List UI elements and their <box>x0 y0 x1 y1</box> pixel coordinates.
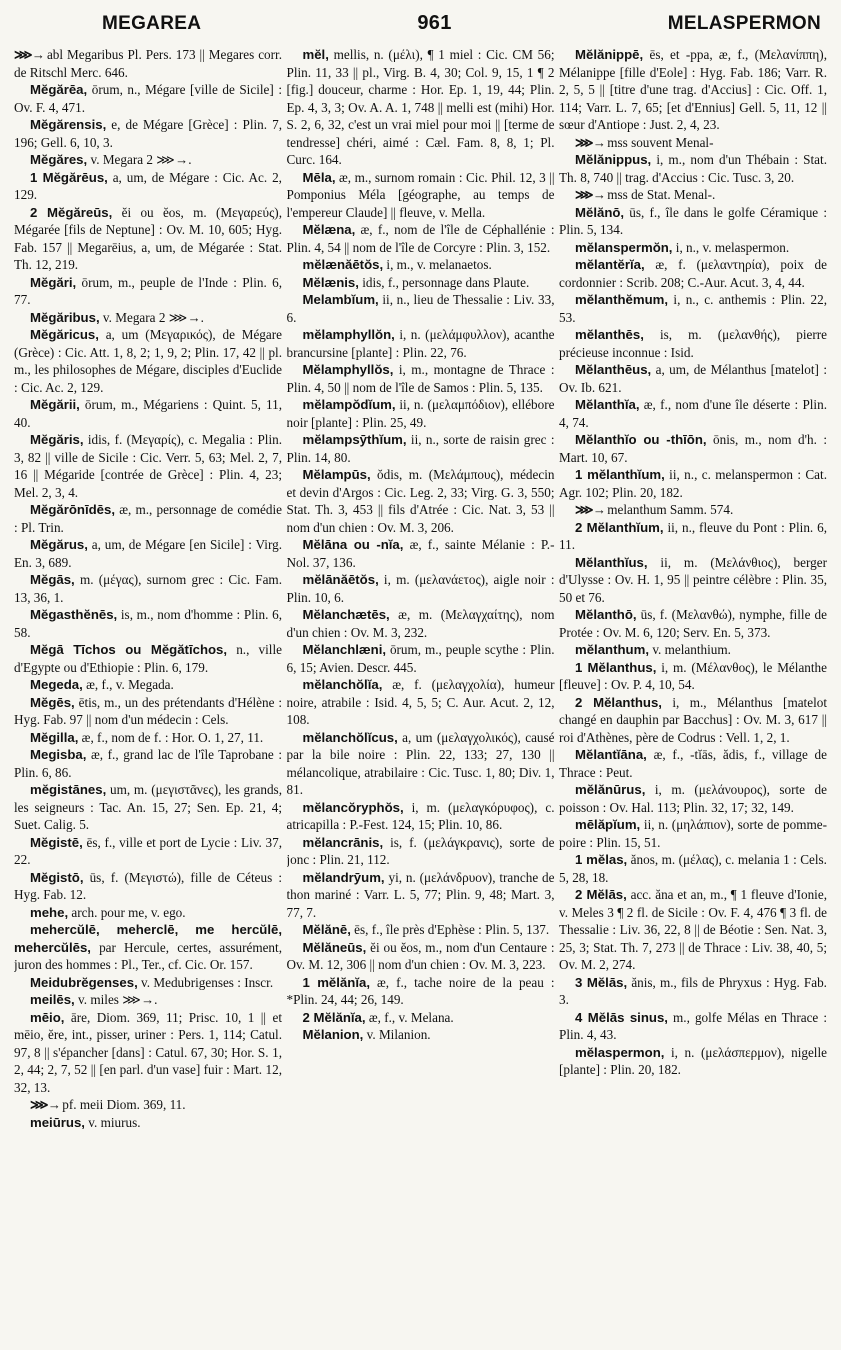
dictionary-entry <box>14 904 282 922</box>
entry-headword: Mĕgărōnīdēs, <box>30 502 116 517</box>
arrow-icon: ⋙→ <box>575 134 608 150</box>
dictionary-entry <box>14 869 282 904</box>
entry-headword: 2 Mĕlanthus, <box>575 694 662 710</box>
dictionary-entry <box>14 676 282 694</box>
entry-definition: æ, f., nom de l'île de Céphallénie : Plin. 4, 54 || nom de l'île de Corcyre : Plin. 3, 152. <box>286 222 555 255</box>
entry-definition: is, m. (μελανθής), pierre précieuse inconnue : Isid. <box>559 327 827 360</box>
entry-headword: 2 Mĕlănĭa, <box>302 1009 366 1025</box>
entry-definition: ănos, m. (μέλας), c. melania 1 : Cels. 5, 28, 18. <box>559 852 827 885</box>
dictionary-entry <box>559 151 827 186</box>
dictionary-entry <box>287 274 555 292</box>
dictionary-entry <box>14 309 282 327</box>
entry-definition: i, n. (μελάμφυλλον), acanthe brancursine [plante] : Plin. 22, 76. <box>286 327 555 360</box>
dictionary-entry <box>287 46 555 169</box>
dictionary-entry <box>14 151 282 169</box>
entry-definition: ii, n., c. melanspermon : Cat. Agr. 102; Plin. 20, 182. <box>559 467 827 500</box>
entry-definition: mellis, n. (μέλι), ¶ 1 miel : Cic. CM 56; Plin. 11, 33 || pl., Virg. B. 4, 30; Col. 9, 15, 1 ¶ 2 [fig.] douceur, charme : Hor. Ep. 1, 19, 44; Plin. Ep. 4, 3, 3; Ov. A. A. 1, 748 || melli est (mihi) Hor. S. 2, 6, 32, c'est un vrai miel pour moi || [terme de tendresse] chéri, aimé : Cæl. Fam. 8, 8, 1; Pl. Curc. 164. <box>286 47 555 167</box>
entry-headword: Mĕlanthĭus, <box>575 554 648 570</box>
dictionary-entry <box>14 1096 282 1114</box>
entry-definition: ōrum, m., peuple de l'Inde : Plin. 6, 77. <box>14 274 282 307</box>
dictionary-entry <box>14 641 282 676</box>
entry-headword: Mĕlanthō, <box>575 607 637 622</box>
dictionary-entry <box>287 799 555 834</box>
entry-headword: Mĕlamphyllŏs, <box>302 362 394 377</box>
entry-headword: mĕlænăētŏs, <box>302 257 384 272</box>
entry-headword: mehercŭlē, meherclē, me hercŭlē, mehercŭlēs, <box>14 922 282 955</box>
dictionary-entry <box>559 431 827 466</box>
dictionary-entry <box>287 256 555 274</box>
dictionary-entry <box>14 396 282 431</box>
entry-headword: Mĕgistō, <box>30 869 84 885</box>
dictionary-entry <box>287 431 555 466</box>
entry-headword: Mĕgărensis, <box>30 117 107 132</box>
entry-headword: 1 mĕlas, <box>575 852 628 867</box>
entry-headword: 1 Mĕlanthus, <box>575 659 657 675</box>
entry-definition: a, um, de Mégare [en Sicile] : Virg. En. 3, 689. <box>14 537 282 570</box>
entry-headword: 2 Mĕlās, <box>575 887 627 902</box>
entry-definition: is, f. (μελάγκρανις), sorte de jonc : Plin. 21, 112. <box>286 834 555 867</box>
entry-headword: Mĕlanthĭa, <box>575 397 640 412</box>
entry-definition: ēs, f., ville et port de Lycie : Liv. 37, 22. <box>14 834 282 867</box>
entry-definition: arch. pour me, v. ego. <box>68 904 186 920</box>
entry-headword: meiūrus, <box>30 1114 85 1130</box>
entry-headword: mehe, <box>30 904 69 920</box>
entry-headword: Mĕgistē, <box>30 834 83 850</box>
entry-headword: Mĕlænis, <box>302 274 359 290</box>
entry-headword: Mĕlampūs, <box>302 467 371 482</box>
entry-headword: mĕlanchŏlĭcus, <box>302 729 398 745</box>
dictionary-entry <box>559 974 827 1009</box>
dictionary-entry <box>14 536 282 571</box>
entry-definition: a, um (μελαγχολικός), causé par la bile noire : Plin. 22, 133; 27, 130 || mélancolique, atrabilaire : Cic. Tusc. 1, 80; Div. 1, 81. <box>286 729 555 797</box>
dictionary-entry <box>287 571 555 606</box>
entry-headword: Mĕgăris, <box>30 432 84 447</box>
entry-definition: i, n., v. melaspermon. <box>672 239 790 255</box>
entry-headword: Megeda, <box>30 677 83 692</box>
entry-definition: i, m., montagne de Thrace : Plin. 4, 50 || nom de l'île de Samos : Plin. 5, 135. <box>286 362 555 395</box>
dictionary-entry <box>14 606 282 641</box>
entry-definition: æ, m. (Μελαγχαίτης), nom d'un chien : Ov. M. 3, 232. <box>286 607 555 640</box>
dictionary-entry <box>287 326 555 361</box>
entry-definition: is, m., nom d'homme : Plin. 6, 58. <box>14 607 282 640</box>
dictionary-entry <box>559 46 827 134</box>
arrow-icon: ⋙→ <box>14 47 47 62</box>
entry-definition: abl Megaribus Pl. Pers. 173 || Megares corr. de Ritschl Merc. 646. <box>14 47 282 80</box>
entry-headword: mĕlaspermon, <box>575 1044 665 1060</box>
dictionary-entry <box>14 729 282 747</box>
entry-definition: i, m. (μελάνουρος), sorte de poisson : Ov. Hal. 113; Plin. 32, 17; 32, 149. <box>559 782 827 815</box>
entry-headword: Mĕgărus, <box>30 537 88 552</box>
entry-headword: 1 Mĕgărēus, <box>30 169 108 185</box>
entry-definition: i, n., c. anthemis : Plin. 22, 53. <box>559 292 827 325</box>
dictionary-entry <box>14 974 282 992</box>
dictionary-entry <box>559 291 827 326</box>
entry-headword: 2 Mĕlanthĭum, <box>575 519 664 535</box>
dictionary-entry <box>559 1009 827 1044</box>
dictionary-entry <box>559 501 827 519</box>
entry-definition: i, m., Mélanthus [matelot changé en dauphin par Bacchus] : Ov. M. 3, 617 || roi d'Athènes, père de Codrus : Vell. 1, 2, 1. <box>559 694 827 745</box>
entry-definition: v. Megara 2 ⋙→. <box>99 309 204 325</box>
entry-definition: i, n. (μελάσπερμον), nigelle [plante] : Plin. 20, 182. <box>559 1044 827 1077</box>
dictionary-entry <box>14 834 282 869</box>
entry-headword: mĕlamphyllŏn, <box>302 327 395 342</box>
arrow-icon: ⋙→ <box>575 187 608 202</box>
entry-headword: Mĕgās, <box>30 572 75 587</box>
entry-definition: ii, n., lieu de Thessalie : Liv. 33, 6. <box>286 292 555 325</box>
arrow-icon: ⋙→ <box>30 1097 63 1112</box>
dictionary-entry <box>559 851 827 886</box>
column-left <box>14 46 282 1346</box>
entry-definition: v. Milanion. <box>363 1027 431 1042</box>
dictionary-entry <box>559 186 827 204</box>
entry-definition: v. melanthium. <box>649 642 731 657</box>
entry-headword: Mĕlāna ou -nĭa, <box>302 537 404 552</box>
dictionary-entry <box>559 326 827 361</box>
entry-headword: Mĕgăricus, <box>30 327 99 342</box>
entry-definition: æ, f., tache noire de la peau : *Plin. 24, 44; 26, 149. <box>286 974 555 1007</box>
dictionary-entry <box>287 729 555 799</box>
entry-definition: æ, f., nom de f. : Hor. O. 1, 27, 11. <box>78 729 264 745</box>
dictionary-entry <box>14 746 282 781</box>
entry-headword: Mĕlantĭāna, <box>575 747 647 762</box>
entry-headword: mĕlantĕrĭa, <box>575 257 645 272</box>
dictionary-entry <box>559 781 827 816</box>
column-right <box>559 46 827 1346</box>
dictionary-entry <box>14 501 282 536</box>
entry-headword: mĕlānăētŏs, <box>302 572 379 587</box>
dictionary-entry <box>287 641 555 676</box>
entry-definition: pf. meii Diom. 369, 11. <box>62 1097 186 1112</box>
entry-definition: ōrum, m., Mégariens : Quint. 5, 11, 40. <box>14 397 282 430</box>
entry-definition: m. (μέγας), surnom grec : Cic. Fam. 13, 36, 1. <box>14 572 282 605</box>
dictionary-entry <box>559 361 827 396</box>
entry-headword: mĕlanspermŏn, <box>575 239 673 255</box>
entry-headword: Mĕlanchætēs, <box>302 607 390 622</box>
dictionary-entry <box>559 256 827 291</box>
entry-definition: ănis, m., fils de Phryxus : Hyg. Fab. 3. <box>559 974 827 1007</box>
dictionary-entry <box>559 659 827 694</box>
entry-definition: acc. ăna et an, m., ¶ 1 fleuve d'Ionie, v. Meles 3 ¶ 2 fl. de Sicile : Ov. F. 4, 476 ¶ 3 fl. de Thessalie : Liv. 36, 22, 8 || de Béotie : Sen. Nat. 3, 25, 3; Stat. Th. 7, 273 || de Thrace : Liv. 38, 40, 5; Ov. M. 2, 274. <box>559 887 827 972</box>
dictionary-entry <box>287 361 555 396</box>
dictionary-entry <box>287 676 555 729</box>
entry-headword: Mĕgasthĕnēs, <box>30 607 118 622</box>
entry-definition: a, um, de Mélanthus [matelot] : Ov. Ib. 621. <box>559 362 827 395</box>
dictionary-entry <box>14 694 282 729</box>
entry-definition: ētis, m., un des prétendants d'Hélène : Hyg. Fab. 97 || nom d'un médecin : Cels. <box>14 694 282 727</box>
entry-definition: ōrum, n., Mégare [ville de Sicile] : Ov. F. 4, 471. <box>14 82 282 115</box>
entry-definition: um, m. (μεγιστᾶνες), les grands, les seigneurs : Tac. An. 15, 27; Sen. Ep. 21, 4; Suet. Calig. 5. <box>14 782 282 832</box>
entry-headword: mĕlanthēs, <box>575 327 644 342</box>
dictionary-entry <box>14 1114 282 1132</box>
entry-definition: ii, n., sorte de raisin grec : Plin. 14, 80. <box>286 432 555 465</box>
dictionary-entry <box>287 1026 555 1044</box>
entry-headword: mĕlanthum, <box>575 642 650 657</box>
arrow-icon: ⋙→ <box>575 502 608 517</box>
dictionary-entry <box>287 396 555 431</box>
entry-definition: ii, m. (Μελάνθιος), berger d'Ulysse : Ov. H. 1, 95 || peintre célèbre : Plin. 35, 50 et 76. <box>559 554 827 605</box>
dictionary-entry <box>559 239 827 257</box>
dictionary-entry <box>14 431 282 501</box>
dictionary-entry <box>14 991 282 1009</box>
page-number: 961 <box>417 12 452 34</box>
dictionary-entry <box>287 1009 555 1027</box>
entry-definition: yi, n. (μελάνδρυον), tranche de thon mariné : Varr. L. 5, 77; Plin. 9, 48; Mart. 3, 77, 7. <box>286 869 555 920</box>
entry-definition: æ, f., nom d'une île déserte : Plin. 4, 74. <box>559 397 827 430</box>
entry-definition: par Hercule, certes, assurément, juron des hommes : Pl., Ter., cf. Cic. Or. 157. <box>14 939 282 972</box>
entry-headword: mēlăpĭum, <box>575 817 641 832</box>
entry-definition: ēs, et -ppa, æ, f., (Μελανίππη), Mélanippe [fille d'Eole] : Hyg. Fab. 186; Varr. R. 2, 5, 5 || [titre d'une trag. d'Accius] : Cic. Off. 1, 114; Varr. L. 7, 65; [et d'Ennius] Gell. 5, 11, 12 || sœur d'Antiope : Just. 2, 4, 23. <box>559 47 827 132</box>
entry-headword: Mĕlănippus, <box>575 152 652 167</box>
entry-definition: i, m., nom d'un Thébain : Stat. Th. 8, 740 || trag. d'Accius : Cic. Tusc. 3, 20. <box>559 152 827 185</box>
dictionary-entry <box>287 974 555 1009</box>
entry-definition: ēs, f., île près d'Ephèse : Plin. 5, 137. <box>350 922 550 937</box>
page-header <box>14 12 827 42</box>
dictionary-entry <box>559 519 827 554</box>
entry-definition: a, um (Μεγαρικός), de Mégare (Grèce) : Cic. Att. 1, 8, 2; 1, 9, 2; Plin. 17, 42 || pl. m., les philosophes de Mégare, disciples d'Euclide : Cic. Ac. 2, 129. <box>14 327 282 395</box>
dictionary-entry <box>287 869 555 922</box>
entry-definition: ūs, f., île dans le golfe Céramique : Plin. 5, 134. <box>559 204 827 237</box>
entry-definition: a, um, de Mégare : Cic. Ac. 2, 129. <box>14 169 282 202</box>
dictionary-entry <box>559 134 827 152</box>
entry-definition: v. Megara 2 ⋙→. <box>87 152 192 167</box>
dictionary-entry <box>559 396 827 431</box>
entry-definition: i, m., v. melanaetos. <box>383 257 492 272</box>
entry-definition: ĕi ou ĕos, m., nom d'un Centaure : Ov. M. 12, 306 || nom d'un chien : Ov. M. 3, 223. <box>286 939 555 972</box>
entry-headword: Megisba, <box>30 747 87 762</box>
entry-headword: meilēs, <box>30 992 75 1007</box>
dictionary-entry <box>559 746 827 781</box>
dictionary-entry <box>559 554 827 607</box>
entry-definition: v. miles ⋙→. <box>74 992 158 1007</box>
entry-definition: æ, f., -tĭās, ădis, f., village de Thrace : Peut. <box>559 747 827 780</box>
entry-definition: æ, f. (μελαγχολία), humeur noire, atrabile : Isid. 4, 5, 5; C. Aur. Acut. 2, 12, 108. <box>286 677 555 727</box>
dictionary-entry <box>287 921 555 939</box>
entry-headword: Mĕlănippē, <box>575 47 644 62</box>
entry-headword: mĕlandrȳum, <box>302 869 385 885</box>
entry-definition: æ, f., sainte Mélanie : P.-Nol. 37, 136. <box>286 537 555 570</box>
entry-headword: mĕlancŏryphŏs, <box>302 799 404 815</box>
dictionary-entry <box>287 536 555 571</box>
entry-headword: Mĕgăres, <box>30 152 88 167</box>
entry-headword: 4 Mĕlās sinus, <box>575 1009 668 1025</box>
entry-definition: ĕi ou ĕos, m. (Μεγαρεύς), Mégarée [fils de Neptune] : Ov. M. 10, 605; Hyg. Fab. 157 || Megarēius, a, um, de Mégarée : Stat. Th. 12, 219. <box>14 204 282 272</box>
dictionary-entry <box>287 291 555 326</box>
entry-definition: n., ville d'Egypte ou d'Ethiopie : Plin. 6, 179. <box>14 642 282 675</box>
entry-definition: ōnis, m., nom d'h. : Mart. 10, 67. <box>559 432 827 465</box>
entry-definition: āre, Diom. 369, 11; Prisc. 10, 1 || et mēio, ĕre, int., pisser, uriner : Pers. 1, 114; Catul. 97, 8 || s'épancher [dans] : Catul. 67, 30; Hor. S. 1, 2, 44; 2, 7, 52 || [en parl. d'un vase] fuir : Mart. 12, 32, 13. <box>14 1009 282 1095</box>
entry-definition: idis, f. (Μεγαρίς), c. Megalia : Plin. 3, 82 || ville de Sicile : Cic. Verr. 5, 63; Mel. 2, 7, 16 || Mégaride [contrée de Grèce] : Plin. 4, 23; Mel. 2, 3, 4. <box>14 432 282 500</box>
entry-definition: v. miurus. <box>84 1114 141 1130</box>
entry-definition: ŏdis, m. (Μελάμπους), médecin et devin d'Argos : Cic. Leg. 2, 33; Virg. G. 3, 550; Stat. Th. 3, 453 || fils d'Atrée : Cic. Nat. 3, 53 || nom d'un chien : Ov. M. 3, 206. <box>286 467 555 535</box>
entry-headword: mĕlampsȳthĭum, <box>302 432 407 447</box>
entry-headword: mĕgistānes, <box>30 782 107 797</box>
entry-definition: i, m. (Μέλανθος), le Mélanthe [fleuve] : Ov. P. 4, 10, 54. <box>559 659 827 692</box>
dictionary-entry <box>559 466 827 501</box>
entry-headword: mĕlampŏdĭum, <box>302 397 396 412</box>
entry-definition: mss de Stat. Menal-. <box>607 187 716 202</box>
columns <box>14 46 827 1346</box>
dictionary-entry <box>287 169 555 222</box>
dictionary-entry <box>14 781 282 834</box>
running-head-right: MELASPERMON <box>667 13 821 34</box>
entry-headword: Mĕlanthĭo ou -thīōn, <box>575 432 707 447</box>
entry-definition: æ, f., v. Melana. <box>365 1009 454 1025</box>
column-middle <box>287 46 555 1346</box>
dictionary-entry <box>559 694 827 747</box>
entry-headword: Mĕlănē, <box>302 922 351 937</box>
entry-headword: Mĕlăneūs, <box>302 939 367 955</box>
entry-definition: ōrum, m., peuple scythe : Plin. 6, 15; Avien. Descr. 445. <box>286 642 555 675</box>
entry-headword: Mĕgării, <box>30 397 80 412</box>
dictionary-entry <box>14 921 282 974</box>
dictionary-entry <box>287 466 555 536</box>
dictionary-entry <box>14 169 282 204</box>
entry-headword: Mēla, <box>302 169 336 185</box>
entry-definition: ūs, f. (Μεγιστώ), fille de Céteus : Hyg. Fab. 12. <box>14 869 282 902</box>
entry-definition: i, m. (μελαγκόρυφος), c. atricapilla : P.-Fest. 124, 15; Plin. 10, 86. <box>286 799 555 832</box>
dictionary-entry <box>14 274 282 309</box>
entry-headword: Mĕlănō, <box>575 204 625 220</box>
entry-headword: 1 mĕlănĭa, <box>302 974 370 990</box>
dictionary-entry <box>287 221 555 256</box>
entry-headword: mĕl, <box>302 47 329 62</box>
dictionary-entry <box>287 939 555 974</box>
entry-headword: mēio, <box>30 1009 65 1025</box>
dictionary-entry <box>14 326 282 396</box>
dictionary-entry <box>559 606 827 641</box>
dictionary-entry <box>14 204 282 274</box>
entry-definition: ii, n. (μελαμπόδιον), ellébore noir [plante] : Plin. 25, 49. <box>286 397 555 430</box>
dictionary-entry <box>287 834 555 869</box>
dictionary-entry <box>14 116 282 151</box>
entry-headword: Mĕlæna, <box>302 222 356 237</box>
entry-headword: Meidubrĕgenses, <box>30 974 138 990</box>
entry-definition: ii, n., fleuve du Pont : Plin. 6, 11. <box>559 519 827 552</box>
entry-headword: Mĕlanthēus, <box>575 362 652 377</box>
entry-definition: m., golfe Mélas en Thrace : Plin. 4, 43. <box>559 1009 827 1042</box>
entry-headword: Mĕgēs, <box>30 694 75 710</box>
dictionary-entry <box>559 1044 827 1079</box>
entry-definition: æ, f., v. Megada. <box>82 677 174 692</box>
entry-headword: 3 Mĕlās, <box>575 974 628 990</box>
entry-headword: Mĕgărēa, <box>30 82 88 97</box>
dictionary-entry <box>559 641 827 659</box>
entry-headword: Melambĭum, <box>302 292 379 307</box>
entry-definition: idis, f., personnage dans Plaute. <box>358 274 530 290</box>
entry-headword: 1 mĕlanthĭum, <box>575 467 665 482</box>
entry-definition: mss souvent Menal- <box>607 134 714 150</box>
entry-headword: Mĕgăribus, <box>30 309 100 325</box>
dictionary-entry <box>559 816 827 851</box>
entry-definition: i, m. (μελανάετος), aigle noir : Plin. 10, 6. <box>286 572 555 605</box>
entry-definition: æ, f. (μελαντηρία), poix de cordonnier : Scrib. 208; C.-Aur. Acut. 3, 4, 44. <box>559 257 827 290</box>
entry-headword: Mĕlanion, <box>302 1027 364 1042</box>
entry-definition: ii, n. (μηλάπιον), sorte de pomme-poire : Plin. 15, 51. <box>559 817 827 850</box>
entry-headword: mĕlancrānis, <box>302 834 384 850</box>
dictionary-entry <box>14 46 282 81</box>
entry-headword: mĕlanchŏlĭa, <box>302 677 383 692</box>
entry-definition: e, de Mégare [Grèce] : Plin. 7, 196; Gell. 6, 10, 3. <box>14 117 282 150</box>
dictionary-entry <box>559 886 827 974</box>
entry-definition: æ, m., personnage de comédie : Pl. Trin. <box>14 502 282 535</box>
entry-headword: Mĕgā Tīchos ou Mĕgătīchos, <box>30 642 228 657</box>
dictionary-entry <box>14 571 282 606</box>
entry-definition: æ, f., grand lac de l'île Taprobane : Plin. 6, 86. <box>14 747 282 780</box>
running-head-left: MEGAREA <box>102 13 202 34</box>
entry-headword: mĕlănūrus, <box>575 782 646 797</box>
entry-headword: 2 Mĕgăreūs, <box>30 204 113 220</box>
entry-headword: Mĕlanchlæni, <box>302 642 387 657</box>
dictionary-entry <box>287 606 555 641</box>
entry-definition: ūs, f. (Μελανθώ), nymphe, fille de Protée : Ov. M. 6, 120; Serv. En. 5, 373. <box>559 607 827 640</box>
entry-headword: Mĕgări, <box>30 274 77 290</box>
entry-definition: melanthum Samm. 574. <box>607 502 734 517</box>
entry-headword: mĕlanthĕmum, <box>575 292 669 307</box>
entry-headword: Mĕgilla, <box>30 729 79 745</box>
dictionary-entry <box>14 81 282 116</box>
dictionary-entry <box>14 1009 282 1097</box>
entry-definition: æ, m., surnom romain : Cic. Phil. 12, 3 || Pomponius Méla [géographe, au temps de l'empereur Claude] || fleuve, v. Mella. <box>286 169 555 220</box>
dictionary-entry <box>559 204 827 239</box>
entry-definition: v. Medubrigenses : Inscr. <box>137 974 274 990</box>
